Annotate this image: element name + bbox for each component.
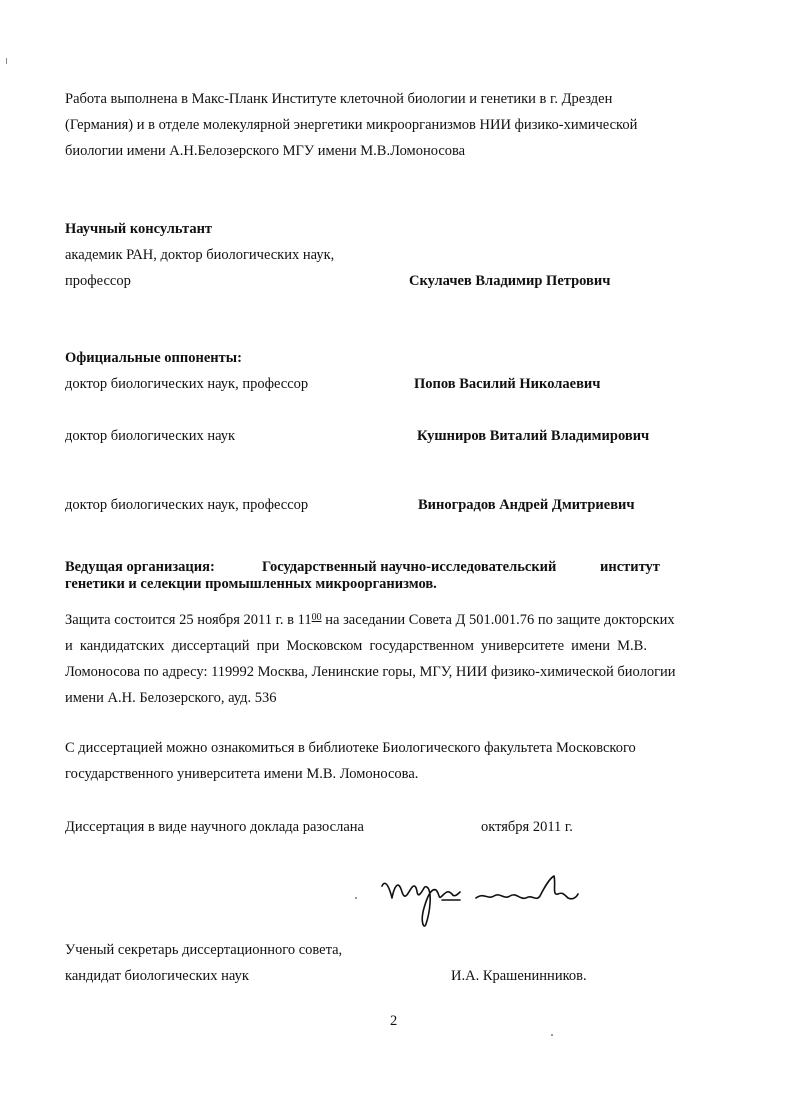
consultant-title-2: профессор (65, 273, 131, 289)
defense-line-2: и кандидатских диссертаций при Московском государственном университете имени М.В. (65, 638, 647, 654)
consultant-heading: Научный консультант (65, 221, 213, 237)
defense-line-4: имени А.Н. Белозерского, ауд. 536 (65, 690, 277, 706)
secretary-line-2: кандидат биологических наук (65, 968, 249, 984)
opponent-name: Кушниров Виталий Владимирович (417, 428, 650, 444)
opponent-name: Попов Василий Николаевич (414, 376, 601, 392)
page-number: 2 (390, 1013, 398, 1029)
scan-speck (551, 1034, 553, 1036)
leading-org-name-part2: институт (600, 559, 660, 575)
leading-org-name-part1: Государственный научно-исследовательский (262, 559, 557, 575)
leading-org-label: Ведущая организация: (65, 559, 215, 575)
sent-text: Диссертация в виде научного доклада разослана (65, 819, 364, 835)
opponent-title: доктор биологических наук, профессор (65, 497, 309, 513)
defense-line-3: Ломоносова по адресу: 119992 Москва, Ленинские горы, МГУ, НИИ физико-химической биологии (65, 664, 676, 680)
opponent-name: Виноградов Андрей Дмитриевич (418, 497, 635, 513)
signature-image (380, 864, 590, 934)
leading-org-name-part3: генетики и селекции промышленных микроорганизмов. (65, 576, 437, 592)
consultant-title-1: академик РАН, доктор биологических наук, (65, 247, 335, 263)
opponent-title: доктор биологических наук, профессор (65, 376, 309, 392)
sent-date: октября 2011 г. (481, 819, 573, 835)
defense-time-minutes: 00 (311, 612, 322, 623)
intro-line-2: (Германия) и в отделе молекулярной энергетики микроорганизмов НИИ физико-химической (65, 117, 638, 133)
scan-speck (355, 897, 357, 899)
opponents-heading: Официальные оппоненты: (65, 350, 242, 366)
scan-mark (6, 58, 7, 64)
secretary-name: И.А. Крашенинников. (451, 968, 587, 984)
opponent-title: доктор биологических наук (65, 428, 236, 444)
library-line-2: государственного университета имени М.В. Ломоносова. (65, 766, 419, 782)
defense-post: на заседании Совета Д 501.001.76 по защите докторских (321, 612, 675, 628)
secretary-line-1: Ученый секретарь диссертационного совета, (65, 942, 343, 958)
library-line-1: С диссертацией можно ознакомиться в библиотеке Биологического факультета Московского (65, 740, 636, 756)
intro-line-1: Работа выполнена в Макс-Планк Институте клеточной биологии и генетики в г. Дрезден (65, 91, 613, 107)
consultant-name: Скулачев Владимир Петрович (409, 273, 611, 289)
defense-line-1 (65, 613, 675, 628)
intro-line-3: биологии имени А.Н.Белозерского МГУ имени М.В.Ломоносова (65, 143, 466, 159)
defense-pre: Защита состоится 25 ноября 2011 г. в 11 (65, 612, 312, 628)
